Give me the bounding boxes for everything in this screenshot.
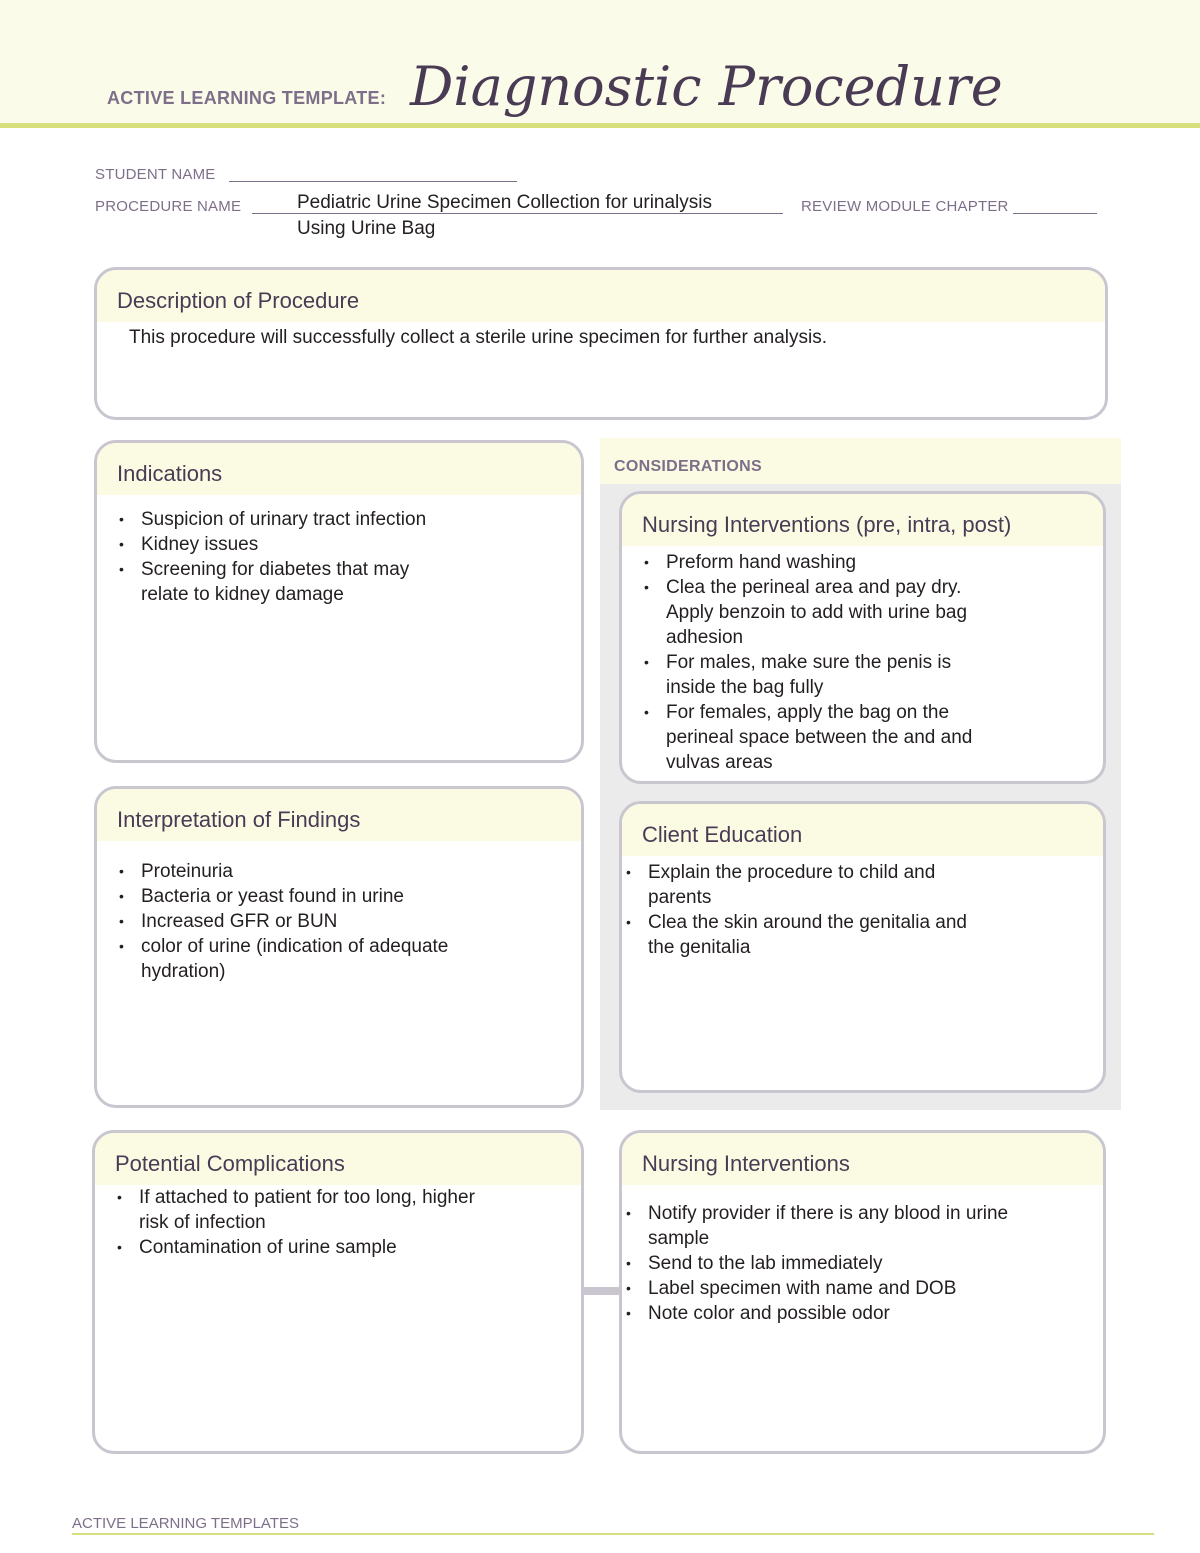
list-item: • If attached to patient for too long, higher risk of infection <box>117 1185 507 1235</box>
footer-rule <box>72 1533 1154 1535</box>
list-item: • Kidney issues <box>119 532 459 557</box>
considerations-label: CONSIDERATIONS <box>614 458 762 475</box>
procedure-name-label: PROCEDURE NAME <box>95 198 242 215</box>
list-item: • Proteinuria <box>119 859 479 884</box>
list-item: • Preform hand washing <box>644 550 1004 575</box>
description-text: This procedure will successfully collect a sterile urine specimen for further analysis. <box>129 327 827 348</box>
review-module-label: REVIEW MODULE CHAPTER <box>801 198 1009 215</box>
description-panel <box>94 267 1108 420</box>
list-item: • Note color and possible odor <box>626 1301 1036 1326</box>
list-item: • Increased GFR or BUN <box>119 909 479 934</box>
list-item: • For females, apply the bag on the perineal space between the and and vulvas areas <box>644 700 1004 775</box>
nursing-interventions-panel <box>619 1130 1106 1454</box>
list-item: • color of urine (indication of adequate hydration) <box>119 934 479 984</box>
student-name-label: STUDENT NAME <box>95 166 216 183</box>
review-module-field[interactable] <box>1013 213 1097 214</box>
list-item: • Notify provider if there is any blood in urine sample <box>626 1201 1036 1251</box>
page-title: Diagnostic Procedure <box>410 55 1003 118</box>
footer-label: ACTIVE LEARNING TEMPLATES <box>72 1515 299 1532</box>
procedure-name-value-line1: Pediatric Urine Specimen Collection for urinalysis <box>297 192 713 213</box>
list-item: • Suspicion of urinary tract infection <box>119 507 459 532</box>
list-item: • For males, make sure the penis is inside the bag fully <box>644 650 1004 700</box>
interpretation-title: Interpretation of Findings <box>97 789 581 841</box>
header-rule <box>0 123 1200 128</box>
list-item: • Send to the lab immediately <box>626 1251 1036 1276</box>
list-item: • Clea the perineal area and pay dry. Apply benzoin to add with urine bag adhesion <box>644 575 1004 650</box>
indications-list <box>119 507 459 607</box>
student-name-field[interactable] <box>229 181 517 182</box>
description-title: Description of Procedure <box>97 270 1105 322</box>
interpretation-list <box>119 859 479 984</box>
list-item: • Explain the procedure to child and parents <box>626 860 986 910</box>
template-label: ACTIVE LEARNING TEMPLATE: <box>107 88 387 108</box>
list-item: • Label specimen with name and DOB <box>626 1276 1036 1301</box>
list-item: • Clea the skin around the genitalia and the genitalia <box>626 910 986 960</box>
client-education-title: Client Education <box>622 804 1103 856</box>
client-education-panel <box>619 801 1106 1093</box>
client-education-list <box>626 860 986 960</box>
nursing-interventions-pre-intra-post-list <box>644 550 1004 775</box>
interpretation-panel <box>94 786 584 1108</box>
connector-bar <box>583 1287 621 1295</box>
list-item: • Contamination of urine sample <box>117 1235 507 1260</box>
complications-title: Potential Complications <box>95 1133 581 1185</box>
nursing-interventions-pre-intra-post-panel <box>619 491 1106 784</box>
list-item: • Bacteria or yeast found in urine <box>119 884 479 909</box>
procedure-name-value-line2: Using Urine Bag <box>297 218 436 239</box>
complications-list <box>117 1185 507 1260</box>
nursing-interventions-list <box>626 1201 1036 1326</box>
nursing-interventions-pre-intra-post-title: Nursing Interventions (pre, intra, post) <box>622 494 1103 546</box>
complications-panel <box>92 1130 584 1454</box>
indications-title: Indications <box>97 443 581 495</box>
list-item: • Screening for diabetes that may relate to kidney damage <box>119 557 459 607</box>
indications-panel <box>94 440 584 763</box>
nursing-interventions-title: Nursing Interventions <box>622 1133 1103 1185</box>
